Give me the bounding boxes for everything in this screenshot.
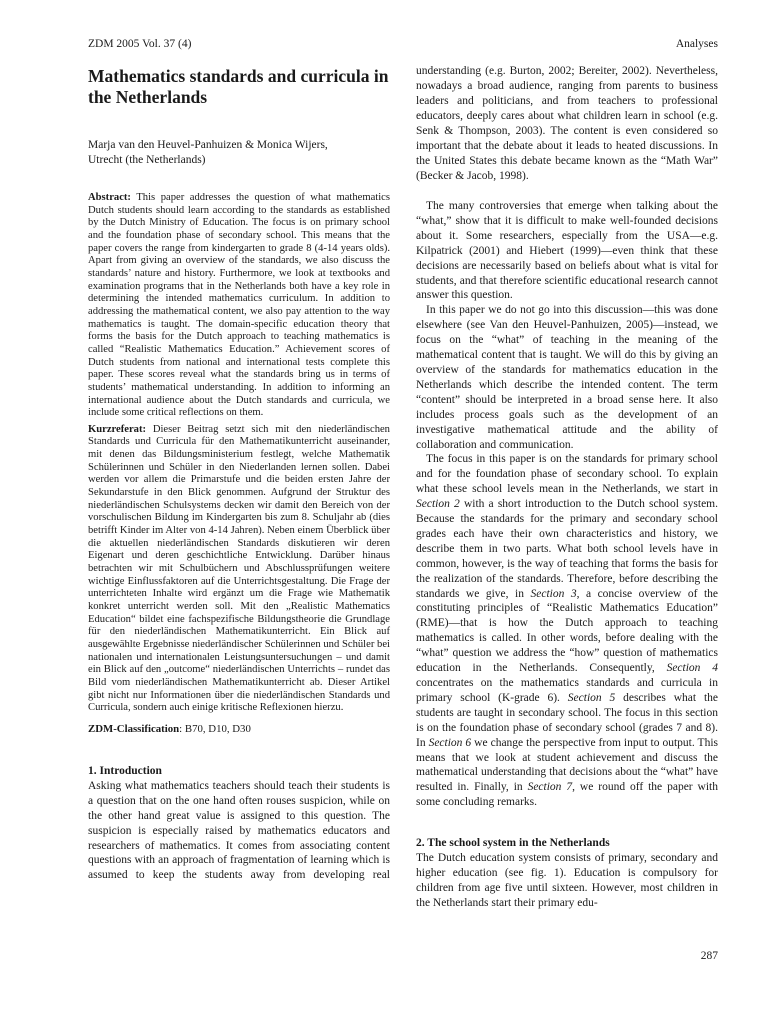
- authors: Marja van den Heuvel-Panhuizen & Monica Wijers,: [88, 139, 328, 151]
- left-column: [88, 64, 390, 883]
- classification-codes: : B70, D10, D30: [179, 722, 251, 735]
- p4-part-d: concentrates on the mathematics standards and curricula in primary school (K-grade 6).: [416, 677, 718, 704]
- right-column: [416, 64, 718, 911]
- introduction-paragraph-2: The many controversies that emerge when talking about the “what,” show that it is difficult to make well-founded decisions about it. Some researchers, especially from the USA—e.g. Kilpatrick (2001) and Hiebert (1999)—even think that these decisions are necessarily based on beliefs about what is vital for students, and that therefore scientific educational research cannot answer this question.: [416, 200, 718, 302]
- introduction-paragraph-1-continued: [416, 64, 718, 199]
- abstract-label: Abstract:: [88, 192, 131, 203]
- p4-part-a: The focus in this paper is on the standards for primary school and for the foundation phase of secondary school. To explain what these school levels mean in the Netherlands, we start in: [416, 453, 718, 496]
- section-3-ref: Section 3: [530, 587, 577, 600]
- author-block: [88, 138, 390, 168]
- kurzreferat: [88, 424, 390, 715]
- zdm-classification: [88, 723, 390, 736]
- introduction-paragraph-4: [416, 452, 718, 810]
- introduction-paragraph-1-start: Asking what mathematics teachers should teach their students is a question that on the one hand often rouses suspicion, while on the other hand great value is assigned to this question. The suspicion is especially raised by mathematics educators and researchers of mathematics. It comes from associating content questions with an approach of fragmentation of learning which is assumed to keep the students away from developing real: [88, 779, 390, 882]
- paper-title: Mathematics standards and curricula in the Netherlands: [88, 66, 389, 107]
- section-2-heading: 2. The school system in the Netherlands: [416, 837, 610, 850]
- section-header: Analyses: [675, 38, 718, 50]
- section-2-paragraph-1: The Dutch education system consists of primary, secondary and higher education (see fig. 1). Education is compulsory for children from age five until sixteen. However, most children in the Netherlands start their primary edu-: [416, 852, 718, 909]
- section-7-ref: Section 7: [527, 781, 573, 794]
- affiliation: Utrecht (the Netherlands): [88, 154, 206, 166]
- section-4-ref: Section 4: [666, 662, 718, 675]
- section-6-ref: Section 6: [428, 736, 472, 749]
- p4-part-e: describes what the students are taught in secondary school. The focus in this section is on the foundation phase of secondary school (grades 7 and 8). In: [416, 691, 718, 749]
- kurzreferat-label: Kurzreferat:: [88, 423, 147, 435]
- introduction-paragraph-1-flow: understanding (e.g. Burton, 2002; Bereiter, 2002). Nevertheless, nowadays a broad audience, ranging from parents to business leaders and politicians, and from teachers to professional educators, deeply cares about what children learn in school (e.g. Senk & Thompson, 2003). The content is even considered so important that the debate about it leads to heated discussions. In the United States this debate became known as the “Math War” (Becker & Jacob, 1998).: [416, 65, 718, 182]
- journal-header: ZDM 2005 Vol. 37 (4): [88, 38, 192, 50]
- p4-part-c: , a concise overview of the constituting principles of “Realistic Mathematics Education” (RME)—that is how the Dutch approach to teaching mathematics is called. In other words, before dealing with the “what” question we address the “how” question of mathematics education in the Netherlands. Consequently,: [416, 587, 718, 675]
- kurzreferat-text: Dieser Beitrag setzt sich mit den niederländischen Standards und Curricula für den Mathematikunterricht auseinander, mit denen das Bildungsministerium festlegt, welche Mathematik Schülerinnen und Schüler in den Niederlanden lernen sollen. Dabei werden vor allem die Primarstufe und die beiden ersten Jahre der Sekundarstufe in den Blick genommen. Aufgrund der Struktur des niederländischen Schulsystems decken wir damit den Bereich von der vorschulischen Bildung im Kindergarten bis zum 8. Schuljahr ab (dies betrifft Kinder im Alter von 4-14 Jahren). Neben einem Überblick über die aktuellen niederländischen Standards diskutieren wir deren Eigenart und deren geschichtliche Entwicklung. Darüber hinaus betrachten wir mit Schulbüchern und Abschlussprüfungen weitere wichtige Einflussfaktoren auf die Unterrichtsgestaltung. Die Frage der unterrichteten Inhalte wird ergänzt um die Frage wie Mathematik konkret unterricht werden soll. Mit den „Realistic Mathematics Education“ bildet eine fachspezifische Bildungstheorie die Grundlage für den niederländischen Mathematikunterricht. Ein Blick auf ausgewählte Ergebnisse niederländischer Schülerinnen und Schüler bei nationalen und internationalen Leistungsuntersuchungen – und damit ein Blick auf den „outcome“ niederländischen Unterrichts – rundet das Bild vom niederländischen Mathematikunterricht ab. Dieser Artikel gibt nicht nur Informationen über die niederländischen Standards und Curricula, sondern auch einige kritische Reflexionen hierzu.: [88, 423, 390, 714]
- abstract: [88, 192, 390, 420]
- p4-part-b: with a short introduction to the Dutch school system. Because the standards for the primary and secondary school grades each have their own characteristics and history, we describe them in two parts. What both school levels have in common, however, is the way of teaching that forms the basis for the realization of the standards. Therefore, before describing the standards we give, in: [416, 498, 718, 600]
- p4-part-f: we change the perspective from input to output. This means that we look at student achievement and discuss the mathematical understanding that decisions about the “what” have resulted in. Finally, in: [416, 736, 718, 794]
- introduction-heading: 1. Introduction: [88, 764, 162, 777]
- abstract-text: This paper addresses the question of what mathematics Dutch students should learn according to the standards as established by the Dutch Ministry of Education. The focus is on primary school and the foundation phase of secondary school. This means that the paper covers the range from kindergarten to grade 8 (4-14 years olds). Apart from giving an overview of the standards, we also discuss the standards’ nature and history. Furthermore, we look at textbooks and examination programs that in the Netherlands both have a key role in determining the intended mathematics curriculum. In addition to addressing the mathematical content, we also pay attention to the way mathematics is taught. The domain-specific education theory that forms the basis for the Dutch approach to teaching mathematics is called “Realistic Mathematics Education.” Achievement scores of Dutch students from national and international tests complete this paper. These scores reveal what the standards bring us in terms of students’ mathematical understanding. In addition to informing an international audience about the Dutch standards and curricula, we include some critical reflections on them.: [88, 192, 390, 419]
- section-5-ref: Section 5: [567, 691, 616, 704]
- introduction-paragraph-3: In this paper we do not go into this discussion—this was done elsewhere (see Van den Heuvel-Panhuizen, 2005)—instead, we focus on the “what” of teaching in the meaning of the mathematical content that is taught. We will do this by giving an overview of the standards for mathematics education in the Netherlands which describe the intended content. The term “content” should be interpreted in a broad sense here. It also includes process goals such as the development of an investigative mathematical attitude and the ability of collaboration and communication.: [416, 304, 718, 451]
- classification-label: ZDM-Classification: [88, 722, 180, 735]
- p4-part-g: , we round off the paper with some concluding remarks.: [416, 781, 718, 809]
- section-2-ref: Section 2: [416, 498, 460, 511]
- page-number: 287: [700, 950, 718, 962]
